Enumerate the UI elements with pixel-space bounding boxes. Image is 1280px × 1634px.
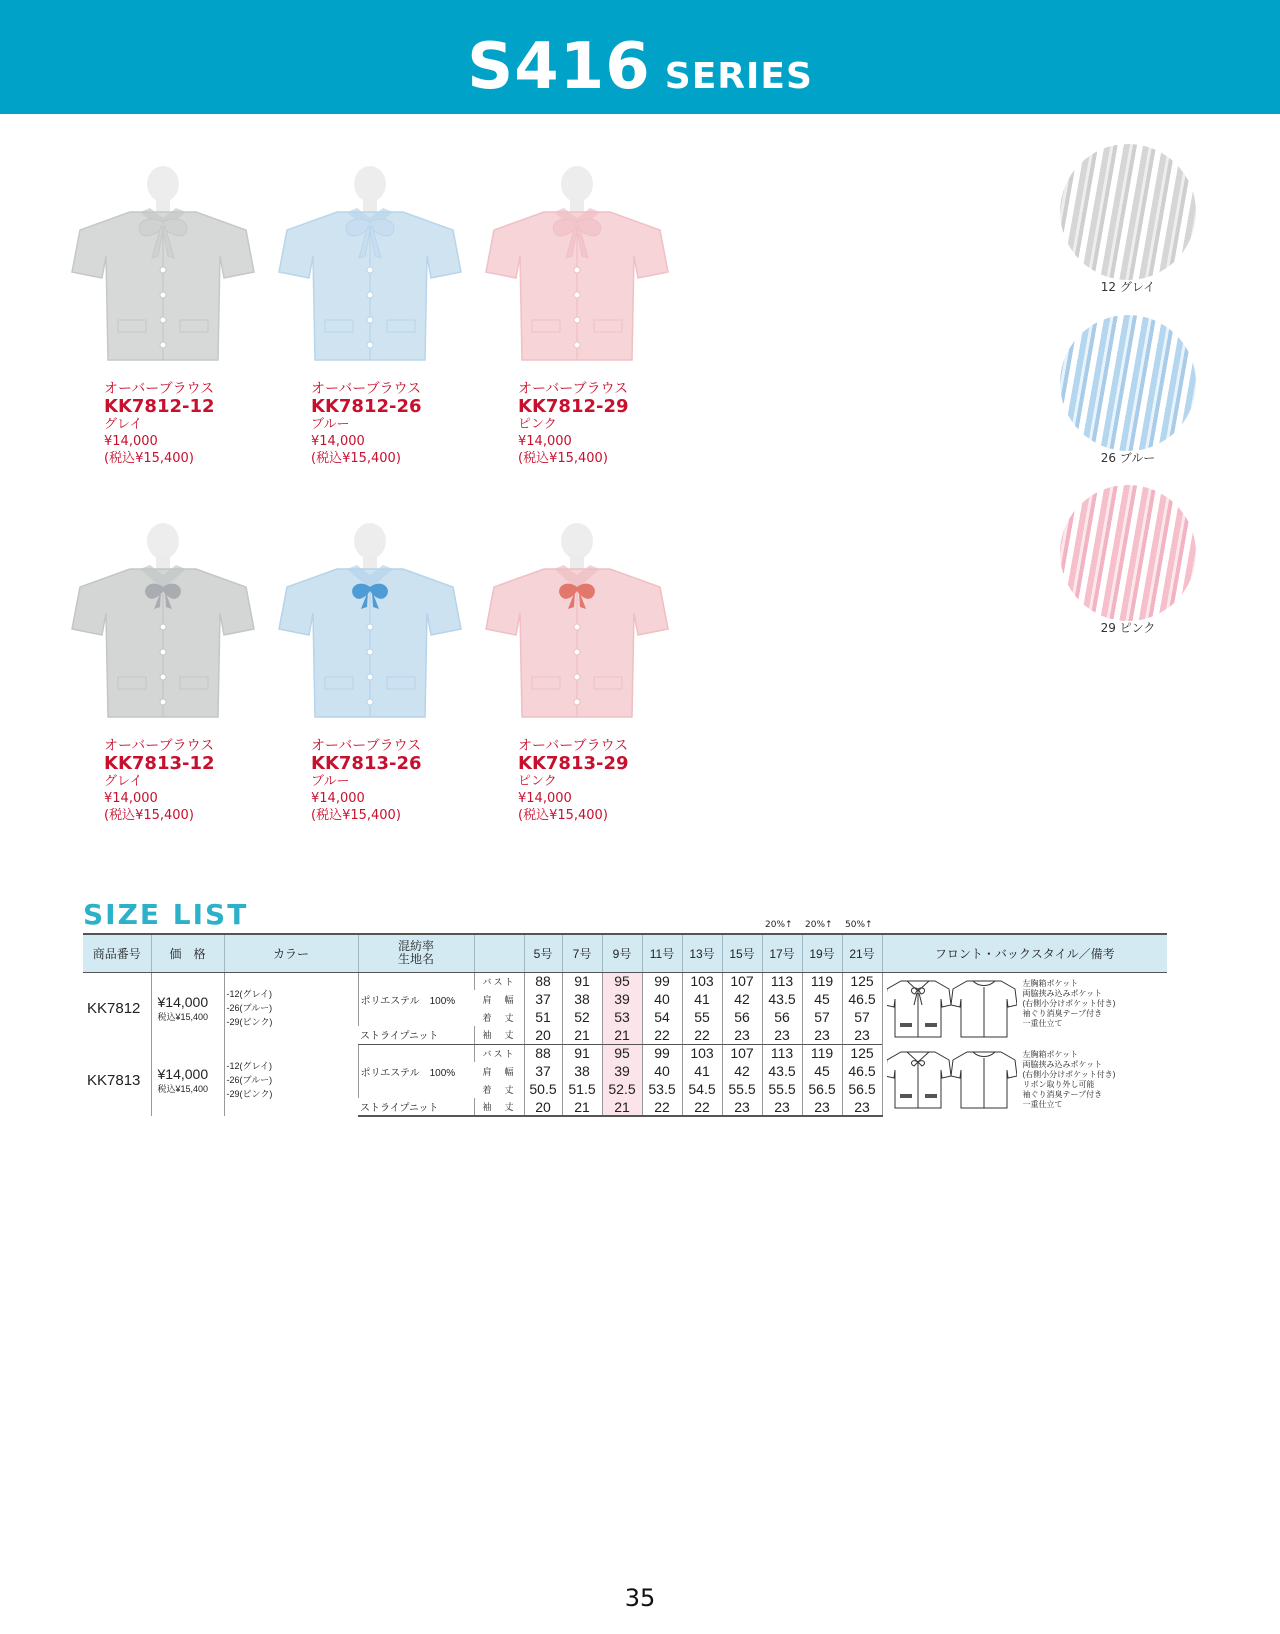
measure-value: 38: [562, 990, 602, 1008]
measure-value: 37: [524, 990, 562, 1008]
measure-value: 119: [802, 972, 842, 990]
product-color: ブルー: [311, 774, 350, 789]
note-line: 一重仕立て: [1022, 1018, 1063, 1028]
measure-value: 23: [722, 1098, 762, 1116]
measure-value: 53.5: [642, 1080, 682, 1098]
row-color-option: -12(グレイ): [226, 1061, 273, 1071]
table-row: [83, 1044, 1167, 1062]
product-caption: [518, 738, 687, 824]
measure-value: 56: [722, 1008, 762, 1026]
measure-value: 38: [562, 1062, 602, 1080]
product-price-tax: (税込¥15,400): [104, 451, 194, 466]
table-row: [83, 972, 1167, 990]
measure-value: 40: [642, 990, 682, 1008]
measure-value: 107: [722, 972, 762, 990]
measure-value: 125: [842, 1044, 882, 1062]
row-price-value: ¥14,000: [157, 1065, 209, 1082]
blouse-illustration: [68, 517, 258, 732]
swatch-label-pink: 29 ピンク: [1100, 621, 1156, 635]
row-price-tax: 税込¥15,400: [157, 1083, 209, 1094]
row-color-option: -29(ピンク): [226, 1089, 273, 1099]
measure-value: 103: [682, 1044, 722, 1062]
measure-value: 57: [802, 1008, 842, 1026]
measure-value: 40: [642, 1062, 682, 1080]
row-price: [151, 1044, 224, 1116]
header-material: 混紡率 生地名: [358, 934, 474, 972]
measure-label: 着 丈: [482, 1012, 516, 1023]
measure-value: 55.5: [722, 1080, 762, 1098]
row-notes: [1023, 979, 1116, 1029]
front-back-sketch: [887, 975, 1017, 1041]
swatch-label-grey: 12 グレイ: [1100, 280, 1156, 294]
measure-value: 88: [524, 972, 562, 990]
measure-value: 45: [802, 990, 842, 1008]
measure-value: 20: [524, 1098, 562, 1116]
series-number: S416: [467, 30, 651, 104]
product-price-tax: (税込¥15,400): [518, 808, 608, 823]
note-line: 両脇挟み込みポケット: [1022, 988, 1103, 998]
percent-note-21: 50%↑: [845, 920, 873, 930]
header-size-5: 5号: [524, 934, 562, 972]
product-price: ¥14,000: [311, 434, 365, 449]
header-size-9: 9号: [602, 934, 642, 972]
row-price-tax: 税込¥15,400: [157, 1011, 209, 1022]
row-material: ポリエステル 100%: [358, 972, 474, 1026]
measure-label: 肩 幅: [482, 994, 516, 1005]
measure-value: 41: [682, 1062, 722, 1080]
swatch-label-blue: 26 ブルー: [1100, 451, 1156, 465]
header-size-7: 7号: [562, 934, 602, 972]
measure-value: 99: [642, 972, 682, 990]
measure-label: バスト: [474, 1044, 524, 1062]
header-blank: [474, 934, 524, 972]
product-color: グレイ: [104, 417, 143, 432]
product-caption: [104, 381, 273, 467]
product-type: オーバーブラウス: [518, 381, 629, 397]
row-style-notes: [882, 1044, 1167, 1116]
measure-value: 23: [722, 1026, 762, 1044]
measure-value: 95: [602, 972, 642, 990]
size-table-header: [83, 934, 1167, 972]
measure-value: 55: [682, 1008, 722, 1026]
product-card: [275, 160, 480, 467]
measure-value: 46.5: [842, 990, 882, 1008]
product-caption: [518, 381, 687, 467]
measure-value: 52.5: [602, 1080, 642, 1098]
product-caption: [311, 738, 480, 824]
product-code: KK7813-12: [104, 753, 215, 774]
measure-label: 袖 丈: [474, 1026, 524, 1044]
row-color-option: -26(ブルー): [226, 1003, 273, 1014]
measure-value: 23: [802, 1026, 842, 1044]
measure-value: 42: [722, 1062, 762, 1080]
measure-value: 23: [802, 1098, 842, 1116]
measure-value: 46.5: [842, 1062, 882, 1080]
measure-value: 57: [842, 1008, 882, 1026]
row-fabric-name: ストライプニット: [358, 1026, 474, 1044]
series-title: [0, 30, 1280, 104]
measure-label: 肩 幅: [482, 1066, 516, 1077]
measure-value: 53: [602, 1008, 642, 1026]
header-size-11: 11号: [642, 934, 682, 972]
product-price-tax: (税込¥15,400): [518, 451, 608, 466]
blouse-illustration: [275, 517, 465, 732]
measure-value: 113: [762, 1044, 802, 1062]
measure-value: 95: [602, 1044, 642, 1062]
product-card: [68, 160, 273, 467]
measure-value: 23: [842, 1098, 882, 1116]
product-code: KK7812-26: [311, 396, 422, 417]
measure-value: 41: [682, 990, 722, 1008]
measure-value: 22: [682, 1098, 722, 1116]
measure-value: 22: [642, 1026, 682, 1044]
series-label: SERIES: [664, 56, 813, 97]
product-color: ブルー: [311, 417, 350, 432]
header-style: フロント・バックスタイル／備考: [882, 934, 1167, 972]
product-code: KK7812-29: [518, 396, 629, 417]
note-line: 袖ぐり消臭テープ付き: [1022, 1090, 1103, 1099]
measure-value: 54.5: [682, 1080, 722, 1098]
measure-value: 88: [524, 1044, 562, 1062]
row-colors: [224, 1044, 358, 1116]
blouse-illustration: [68, 160, 258, 375]
product-price: ¥14,000: [104, 791, 158, 806]
note-line: 一重仕立て: [1022, 1100, 1063, 1109]
fabric-swatch-grey: [1060, 144, 1196, 280]
header-size-15: 15号: [722, 934, 762, 972]
product-price-tax: (税込¥15,400): [311, 808, 401, 823]
note-line: 左胸箱ポケット: [1022, 978, 1079, 988]
product-price: ¥14,000: [104, 434, 158, 449]
product-color: ピンク: [518, 417, 557, 432]
measure-value: 51: [524, 1008, 562, 1026]
header-price: 価 格: [151, 934, 224, 972]
product-type: オーバーブラウス: [518, 738, 629, 754]
front-back-sketch: [887, 1046, 1017, 1112]
measure-value: 55.5: [762, 1080, 802, 1098]
measure-value: 91: [562, 972, 602, 990]
blouse-illustration: [482, 160, 672, 375]
measure-value: 107: [722, 1044, 762, 1062]
product-price: ¥14,000: [311, 791, 365, 806]
blouse-illustration: [482, 517, 672, 732]
measure-value: 56: [762, 1008, 802, 1026]
measure-value: 113: [762, 972, 802, 990]
percent-note-17: 20%↑: [765, 920, 793, 930]
product-type: オーバーブラウス: [104, 738, 215, 754]
measure-value: 56.5: [802, 1080, 842, 1098]
note-line: 左胸箱ポケット: [1022, 1050, 1079, 1059]
row-notes: [1023, 1050, 1116, 1110]
header-size-21: 21号: [842, 934, 882, 972]
measure-value: 45: [802, 1062, 842, 1080]
size-table: [83, 933, 1167, 1117]
measure-value: 125: [842, 972, 882, 990]
measure-value: 119: [802, 1044, 842, 1062]
product-price: ¥14,000: [518, 791, 572, 806]
page-number: 35: [624, 1584, 656, 1612]
measure-label: 着 丈: [482, 1084, 516, 1095]
row-color-option: -29(ピンク): [226, 1017, 273, 1028]
header-size-17: 17号: [762, 934, 802, 972]
row-color-option: -12(グレイ): [226, 989, 273, 1000]
note-line: (右側小分けポケット付き): [1022, 998, 1116, 1008]
measure-value: 37: [524, 1062, 562, 1080]
measure-value: 20: [524, 1026, 562, 1044]
measure-value: 54: [642, 1008, 682, 1026]
product-price: ¥14,000: [518, 434, 572, 449]
measure-value: 23: [762, 1026, 802, 1044]
product-price-tax: (税込¥15,400): [311, 451, 401, 466]
row-code: KK7813: [87, 1071, 141, 1089]
measure-value: 39: [602, 990, 642, 1008]
row-price: [151, 972, 224, 1044]
product-price-tax: (税込¥15,400): [104, 808, 194, 823]
measure-value: 99: [642, 1044, 682, 1062]
header-size-19: 19号: [802, 934, 842, 972]
header-code: 商品番号: [83, 934, 151, 972]
measure-label: 袖 丈: [474, 1098, 524, 1116]
measure-value: 21: [562, 1098, 602, 1116]
measure-value: 50.5: [524, 1080, 562, 1098]
measure-value: 42: [722, 990, 762, 1008]
measure-value: 23: [842, 1026, 882, 1044]
product-code: KK7813-29: [518, 753, 629, 774]
measure-value: 103: [682, 972, 722, 990]
row-fabric-name: ストライプニット: [358, 1098, 474, 1116]
note-line: 袖ぐり消臭テープ付き: [1022, 1008, 1103, 1018]
product-color: ピンク: [518, 774, 557, 789]
fabric-swatch-blue: [1060, 315, 1196, 451]
percent-note-19: 20%↑: [805, 920, 833, 930]
row-price-value: ¥14,000: [157, 993, 209, 1010]
product-card: [482, 517, 687, 824]
measure-label: バスト: [474, 972, 524, 990]
measure-value: 91: [562, 1044, 602, 1062]
note-line: 両脇挟み込みポケット: [1022, 1060, 1103, 1069]
product-card: [482, 160, 687, 467]
measure-value: 56.5: [842, 1080, 882, 1098]
product-caption: [311, 381, 480, 467]
product-card: [68, 517, 273, 824]
product-type: オーバーブラウス: [311, 738, 422, 754]
measure-value: 22: [642, 1098, 682, 1116]
row-color-option: -26(ブルー): [226, 1075, 273, 1085]
measure-value: 22: [682, 1026, 722, 1044]
measure-value: 21: [602, 1026, 642, 1044]
measure-value: 39: [602, 1062, 642, 1080]
header-size-13: 13号: [682, 934, 722, 972]
row-material: ポリエステル 100%: [358, 1044, 474, 1098]
product-card: [275, 517, 480, 824]
note-line: リボン取り外し可能: [1022, 1080, 1095, 1089]
measure-value: 21: [602, 1098, 642, 1116]
product-code: KK7812-12: [104, 396, 215, 417]
header-color: カラー: [224, 934, 358, 972]
measure-value: 51.5: [562, 1080, 602, 1098]
fabric-swatch-pink: [1060, 485, 1196, 621]
product-color: グレイ: [104, 774, 143, 789]
measure-value: 52: [562, 1008, 602, 1026]
size-list-title: SIZE LIST: [83, 898, 249, 931]
row-style-notes: [882, 972, 1167, 1044]
measure-value: 43.5: [762, 1062, 802, 1080]
row-code: KK7812: [87, 999, 141, 1017]
product-caption: [104, 738, 273, 824]
series-header: [0, 0, 1280, 114]
measure-value: 21: [562, 1026, 602, 1044]
product-type: オーバーブラウス: [311, 381, 422, 397]
product-code: KK7813-26: [311, 753, 422, 774]
measure-value: 23: [762, 1098, 802, 1116]
row-colors: [224, 972, 358, 1044]
note-line: (右側小分けポケット付き): [1022, 1070, 1116, 1079]
blouse-illustration: [275, 160, 465, 375]
measure-value: 43.5: [762, 990, 802, 1008]
product-type: オーバーブラウス: [104, 381, 215, 397]
